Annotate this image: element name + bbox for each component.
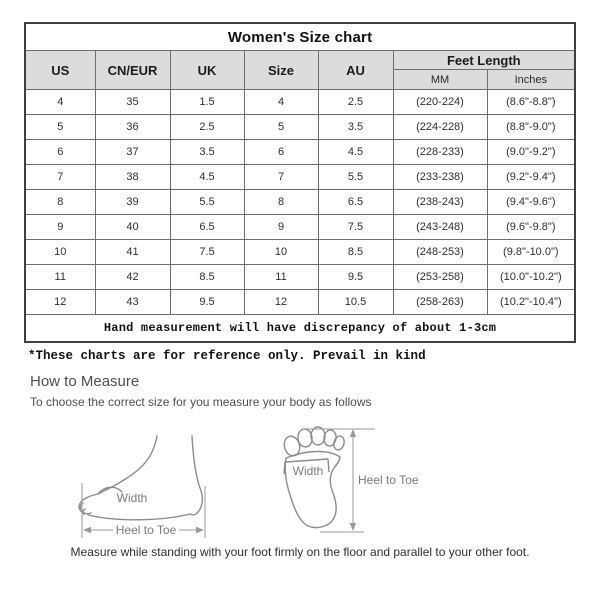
column-header-us: US bbox=[25, 51, 95, 90]
table-cell: (10.0"-10.2") bbox=[487, 265, 575, 290]
table-cell: 9.5 bbox=[170, 290, 244, 315]
table-cell: 38 bbox=[95, 165, 170, 190]
table-row bbox=[25, 90, 575, 115]
table-row bbox=[25, 140, 575, 165]
table-cell: 9 bbox=[25, 215, 95, 240]
table-cell: 12 bbox=[244, 290, 318, 315]
table-cell: (258-263) bbox=[393, 290, 487, 315]
table-cell: (233-238) bbox=[393, 165, 487, 190]
column-header-cneur: CN/EUR bbox=[95, 51, 170, 90]
width-label: Width bbox=[292, 464, 324, 478]
table-cell: 39 bbox=[95, 190, 170, 215]
table-cell: 11 bbox=[25, 265, 95, 290]
heel-to-toe-label: Heel to Toe bbox=[115, 523, 177, 537]
table-row bbox=[25, 165, 575, 190]
table-cell: 3.5 bbox=[170, 140, 244, 165]
size-table-body bbox=[25, 90, 575, 315]
table-cell: 36 bbox=[95, 115, 170, 140]
table-cell: 42 bbox=[95, 265, 170, 290]
table-cell: (220-224) bbox=[393, 90, 487, 115]
table-cell: 8.5 bbox=[318, 240, 393, 265]
column-header-uk: UK bbox=[170, 51, 244, 90]
table-cell: 35 bbox=[95, 90, 170, 115]
table-cell: (248-253) bbox=[393, 240, 487, 265]
table-cell: 8 bbox=[25, 190, 95, 215]
column-header-feet-length: Feet Length bbox=[393, 51, 575, 70]
how-to-measure-heading: How to Measure bbox=[30, 373, 140, 390]
measure-caption: Measure while standing with your foot firmly on the floor and parallel to your other foot. bbox=[70, 545, 530, 559]
table-cell: 12 bbox=[25, 290, 95, 315]
table-cell: 6 bbox=[25, 140, 95, 165]
table-cell: 7.5 bbox=[170, 240, 244, 265]
table-cell: (9.4"-9.6") bbox=[487, 190, 575, 215]
table-cell: 5.5 bbox=[318, 165, 393, 190]
table-cell: 6.5 bbox=[318, 190, 393, 215]
table-cell: (9.0"-9.2") bbox=[487, 140, 575, 165]
table-cell: 8.5 bbox=[170, 265, 244, 290]
table-cell: (9.6"-9.8") bbox=[487, 215, 575, 240]
table-cell: 4 bbox=[244, 90, 318, 115]
table-cell: 9.5 bbox=[318, 265, 393, 290]
table-cell: 11 bbox=[244, 265, 318, 290]
foot-side-outline bbox=[79, 436, 202, 520]
column-header-mm: MM bbox=[393, 70, 487, 90]
table-cell: 6.5 bbox=[170, 215, 244, 240]
table-cell: 10.5 bbox=[318, 290, 393, 315]
table-cell: 10 bbox=[25, 240, 95, 265]
table-cell: 37 bbox=[95, 140, 170, 165]
table-title: Women's Size chart bbox=[25, 23, 575, 51]
table-cell: 4.5 bbox=[318, 140, 393, 165]
column-header-au: AU bbox=[318, 51, 393, 90]
heel-to-toe-label: Heel to Toe bbox=[358, 473, 419, 487]
table-cell: 5 bbox=[25, 115, 95, 140]
column-header-inches: Inches bbox=[487, 70, 575, 90]
table-row bbox=[25, 115, 575, 140]
table-cell: 2.5 bbox=[318, 90, 393, 115]
table-header bbox=[25, 23, 575, 90]
hand-measurement-note: Hand measurement will have discrepancy of about 1-3cm bbox=[25, 315, 575, 343]
table-cell: (253-258) bbox=[393, 265, 487, 290]
table-footer bbox=[25, 315, 575, 343]
foot-top-view-diagram bbox=[272, 426, 422, 560]
table-cell: 6 bbox=[244, 140, 318, 165]
table-row bbox=[25, 290, 575, 315]
table-cell: (228-233) bbox=[393, 140, 487, 165]
table-cell: (224-228) bbox=[393, 115, 487, 140]
table-cell: 41 bbox=[95, 240, 170, 265]
table-cell: 4.5 bbox=[170, 165, 244, 190]
width-label: Width bbox=[116, 491, 148, 505]
table-row bbox=[25, 265, 575, 290]
table-cell: 4 bbox=[25, 90, 95, 115]
table-cell: (8.6"-8.8") bbox=[487, 90, 575, 115]
table-cell: 9 bbox=[244, 215, 318, 240]
table-cell: 2.5 bbox=[170, 115, 244, 140]
table-cell: (9.8"-10.0") bbox=[487, 240, 575, 265]
table-cell: (9.2"-9.4") bbox=[487, 165, 575, 190]
table-cell: (8.8"-9.0") bbox=[487, 115, 575, 140]
table-cell: 5.5 bbox=[170, 190, 244, 215]
foot-side-view-diagram bbox=[72, 428, 222, 543]
table-cell: (243-248) bbox=[393, 215, 487, 240]
table-cell: 10 bbox=[244, 240, 318, 265]
table-row bbox=[25, 215, 575, 240]
table-cell: (238-243) bbox=[393, 190, 487, 215]
size-chart-table bbox=[24, 22, 576, 343]
table-cell: 3.5 bbox=[318, 115, 393, 140]
table-cell: (10.2"-10.4") bbox=[487, 290, 575, 315]
table-cell: 1.5 bbox=[170, 90, 244, 115]
table-row bbox=[25, 240, 575, 265]
reference-note: *These charts are for reference only. Prevail in kind bbox=[28, 349, 426, 363]
table-cell: 43 bbox=[95, 290, 170, 315]
how-to-measure-subtext: To choose the correct size for you measure your body as follows bbox=[30, 395, 372, 409]
table-cell: 7 bbox=[25, 165, 95, 190]
column-header-size: Size bbox=[244, 51, 318, 90]
table-cell: 5 bbox=[244, 115, 318, 140]
table-cell: 7.5 bbox=[318, 215, 393, 240]
table-cell: 7 bbox=[244, 165, 318, 190]
table-row bbox=[25, 190, 575, 215]
table-cell: 8 bbox=[244, 190, 318, 215]
table-cell: 40 bbox=[95, 215, 170, 240]
